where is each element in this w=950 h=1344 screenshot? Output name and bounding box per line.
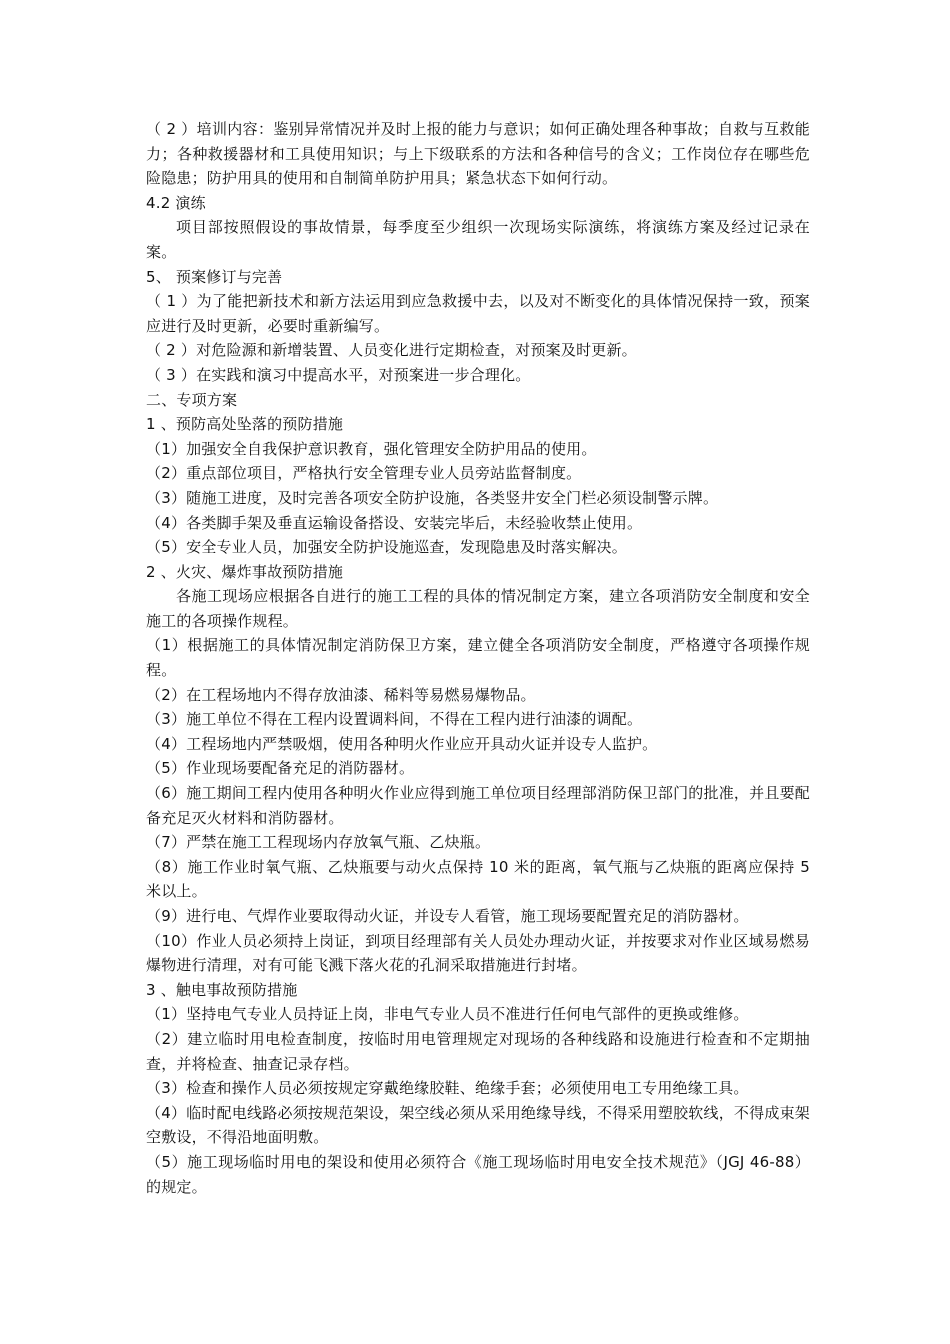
revision-item-3: （ 3 ）在实践和演习中提高水平，对预案进一步合理化。 bbox=[146, 365, 531, 384]
fire-item-10: （10）作业人员必须持上岗证，到项目经理部有关人员处办理动火证，并按要求对作业区域易燃易爆物进行清理，对有可能飞溅下落火花的孔洞采取措施进行封堵。 bbox=[146, 931, 810, 975]
fall-item-4: （4）各类脚手架及垂直运输设备搭设、安装完毕后，未经验收禁止使用。 bbox=[146, 513, 643, 532]
electric-item-3: （3）检查和操作人员必须按规定穿戴绝缘胶鞋、绝缘手套；必须使用电工专用绝缘工具。 bbox=[146, 1079, 749, 1098]
electric-item-1: （1）坚持电气专业人员持证上岗，非电气专业人员不准进行任何电气部件的更换或维修。 bbox=[146, 1005, 749, 1024]
fire-item-3: （3）施工单位不得在工程内设置调料间，不得在工程内进行油漆的调配。 bbox=[146, 710, 643, 729]
fall-item-2: （2）重点部位项目，严格执行安全管理专业人员旁站监督制度。 bbox=[146, 464, 582, 483]
revision-item-2: （ 2 ）对危险源和新增装置、人员变化进行定期检查，对预案及时更新。 bbox=[146, 341, 637, 360]
fire-item-4: （4）工程场地内严禁吸烟，使用各种明火作业应开具动火证并设专人监护。 bbox=[146, 734, 658, 753]
fire-item-6: （6）施工期间工程内使用各种明火作业应得到施工单位项目经理部消防保卫部门的批准，并且要配备充足灭火材料和消防器材。 bbox=[146, 784, 810, 827]
fall-item-5: （5）安全专业人员，加强安全防护设施巡查，发现隐患及时落实解决。 bbox=[146, 538, 627, 557]
fall-item-3: （3）随施工进度，及时完善各项安全防护设施，各类竖井安全门栏必须设制警示牌。 bbox=[146, 488, 719, 507]
fire-item-5: （5）作业现场要配备充足的消防器材。 bbox=[146, 759, 415, 778]
section-heading-plan-revision: 5、 预案修订与完善 bbox=[146, 267, 283, 286]
training-content-paragraph: （ 2 ）培训内容：鉴别异常情况并及时上报的能力与意识；如何正确处理各种事故；自救与互救能力；各种救援器材和工具使用知识；与上下级联系的方法和各种信号的含义；工作岗位存在哪些危险隐患；防护用具的使用和自制简单防护用具；紧急状态下如何行动。 bbox=[146, 120, 810, 188]
electric-item-4: （4）临时配电线路必须按规范架设，架空线必须从采用绝缘导线，不得采用塑胶软线，不得成束架空敷设，不得沿地面明敷。 bbox=[146, 1103, 810, 1147]
electric-item-2: （2）建立临时用电检查制度，按临时用电管理规定对现场的各种线路和设施进行检查和不定期抽查，并将检查、抽查记录存档。 bbox=[146, 1029, 810, 1073]
fire-item-1: （1）根据施工的具体情况制定消防保卫方案，建立健全各项消防安全制度，严格遵守各项操作规程。 bbox=[146, 636, 810, 680]
fire-item-2: （2）在工程场地内不得存放油漆、稀料等易燃易爆物品。 bbox=[146, 685, 536, 704]
subsection-heading-fall-prevention: 1 、预防高处坠落的预防措施 bbox=[146, 415, 344, 434]
subsection-heading-electric-shock: 3 、触电事故预防措施 bbox=[146, 980, 298, 999]
subsection-heading-fire-prevention: 2 、火灾、爆炸事故预防措施 bbox=[146, 562, 344, 581]
fire-item-7: （7）严禁在施工工程现场内存放氧气瓶、乙炔瓶。 bbox=[146, 833, 491, 852]
fire-item-9: （9）进行电、气焊作业要取得动火证，并设专人看管，施工现场要配置充足的消防器材。 bbox=[146, 907, 749, 925]
fall-item-1: （1）加强安全自我保护意识教育，强化管理安全防护用品的使用。 bbox=[146, 439, 597, 458]
drill-paragraph: 项目部按照假设的事故情景，每季度至少组织一次现场实际演练，将演练方案及经过记录在案。 bbox=[146, 218, 810, 261]
fire-intro-paragraph: 各施工现场应根据各自进行的施工工程的具体的情况制定方案，建立各项消防安全制度和安全施工的各项操作规程。 bbox=[146, 587, 810, 630]
fire-item-8: （8）施工作业时氧气瓶、乙炔瓶要与动火点保持 10 米的距离，氧气瓶与乙炔瓶的距离应保持 5 米以上。 bbox=[146, 857, 810, 901]
electric-item-5: （5）施工现场临时用电的架设和使用必须符合《施工现场临时用电安全技术规范》（JGJ 46-88）的规定。 bbox=[146, 1152, 810, 1196]
section-heading-drill: 4.2 演练 bbox=[146, 193, 206, 212]
section-heading-special-plans: 二、专项方案 bbox=[146, 390, 238, 409]
revision-item-1: （ 1 ）为了能把新技术和新方法运用到应急救援中去，以及对不断变化的具体情况保持一致，预案应进行及时更新，必要时重新编写。 bbox=[146, 292, 810, 335]
